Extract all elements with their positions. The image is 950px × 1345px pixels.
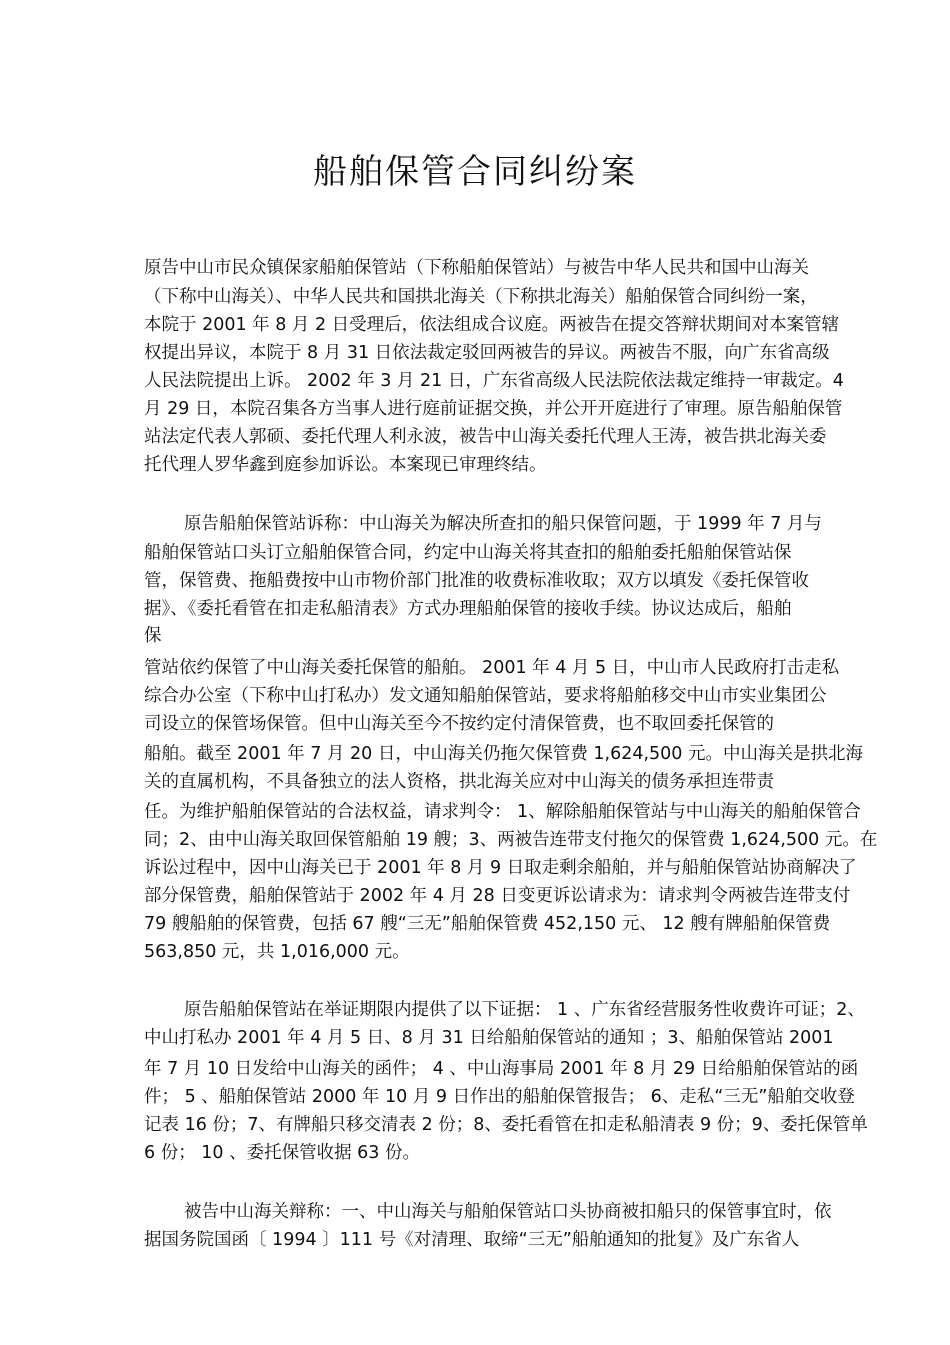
text-line: 件； 5 、船舶保管站 2000 年 10 月 9 日作出的船舶保管报告； 6、走私“三无”船舶交收登 (144, 1087, 855, 1107)
text-line: 船舶保管站口头订立船舶保管合同，约定中山海关将其查扣的船舶委托船舶保管站保 (144, 543, 792, 563)
text-line: 563,850 元，共 1,016,000 元。 (144, 942, 410, 962)
text-line: 综合办公室（下称中山打私办）发文通知船舶保管站，要求将船舶移交中山市实业集团公 (144, 686, 827, 706)
text-line: 中山打私办 2001 年 4 月 5 日、8 月 31 日给船舶保管站的通知 ；3、船舶保管站 2001 (144, 1028, 834, 1048)
document-title: 船舶保管合同纠纷案 (313, 152, 637, 192)
text-line: 关的直属机构，不具备独立的法人资格，拱北海关应对中山海关的债务承担连带责 (144, 772, 774, 792)
text-line: 6 份； 10 、委托保管收据 63 份。 (144, 1143, 420, 1163)
text-line: 任。为维护船舶保管站的合法权益，请求判令： 1、解除船舶保管站与中山海关的船舶保管合 (144, 802, 861, 822)
text-line: 部分保管费，船舶保管站于 2002 年 4 月 28 日变更诉讼请求为：请求判令两被告连带支付 (144, 886, 851, 906)
text-line: 原告船舶保管站诉称：中山海关为解决所查扣的船只保管问题，于 1999 年 7 月与 (184, 514, 822, 534)
text-line: （下称中山海关）、中华人民共和国拱北海关（下称拱北海关）船舶保管合同纠纷一案， (144, 287, 818, 307)
text-line: 79 艘船舶的保管费，包括 67 艘“三无”船舶保管费 452,150 元、 12 艘有牌船舶保管费 (144, 914, 831, 934)
text-line: 据》、《委托看管在扣走私船清表》方式办理船舶保管的接收手续。协议达成后，船舶 (144, 599, 792, 619)
text-line: 原告中山市民众镇保家船舶保管站（下称船舶保管站）与被告中华人民共和国中山海关 (144, 258, 809, 278)
text-line: 记表 16 份；7、有牌船只移交清表 2 份；8、委托看管在扣走私船清表 9 份；9、委托保管单 (144, 1115, 868, 1135)
text-line: 托代理人罗华鑫到庭参加诉讼。本案现已审理终结。 (144, 455, 547, 475)
text-line: 原告船舶保管站在举证期限内提供了以下证据： 1 、广东省经营服务性收费许可证；2、 (184, 1000, 865, 1020)
text-line: 月 29 日，本院召集各方当事人进行庭前证据交换，并公开开庭进行了审理。原告船舶保管 (144, 399, 843, 419)
text-line: 司设立的保管场保管。但中山海关至今不按约定付清保管费，也不取回委托保管的 (144, 714, 774, 734)
text-line: 本院于 2001 年 8 月 2 日受理后，依法组成合议庭。两被告在提交答辩状期间对本案管辖 (144, 315, 840, 335)
text-line: 管站依约保管了中山海关委托保管的船舶。 2001 年 4 月 5 日，中山市人民政府打击走私 (144, 658, 840, 678)
text-line: 保 (144, 626, 162, 646)
text-line: 被告中山海关辩称：一、中山海关与船舶保管站口头协商被扣船只的保管事宜时，依 (184, 1202, 832, 1222)
text-line: 站法定代表人郭硕、委托代理人利永波，被告中山海关委托代理人王涛，被告拱北海关委 (144, 427, 827, 447)
text-line: 船舶。截至 2001 年 7 月 20 日，中山海关仍拖欠保管费 1,624,500 元。中山海关是拱北海 (144, 744, 864, 764)
text-line: 人民法院提出上诉。 2002 年 3 月 21 日，广东省高级人民法院依法裁定维持一审裁定。4 (144, 371, 844, 391)
text-line: 管，保管费、拖船费按中山市物价部门批准的收费标准收取；双方以填发《委托保管收 (144, 571, 809, 591)
text-line: 同；2、由中山海关取回保管船舶 19 艘；3、两被告连带支付拖欠的保管费 1,624,500 元。在 (144, 830, 878, 850)
text-line: 权提出异议，本院于 8 月 31 日依法裁定驳回两被告的异议。两被告不服，向广东省高级 (144, 343, 830, 363)
text-line: 年 7 月 10 日发给中山海关的函件； 4 、中山海事局 2001 年 8 月 29 日给船舶保管站的函 (144, 1059, 859, 1079)
text-line: 据国务院国函〔 1994 〕111 号《对清理、取缔“三无”船舶通知的批复》及广东省人 (144, 1230, 800, 1250)
text-line: 诉讼过程中，因中山海关已于 2001 年 8 月 9 日取走剩余船舶，并与船舶保管站协商解决了 (144, 858, 857, 878)
